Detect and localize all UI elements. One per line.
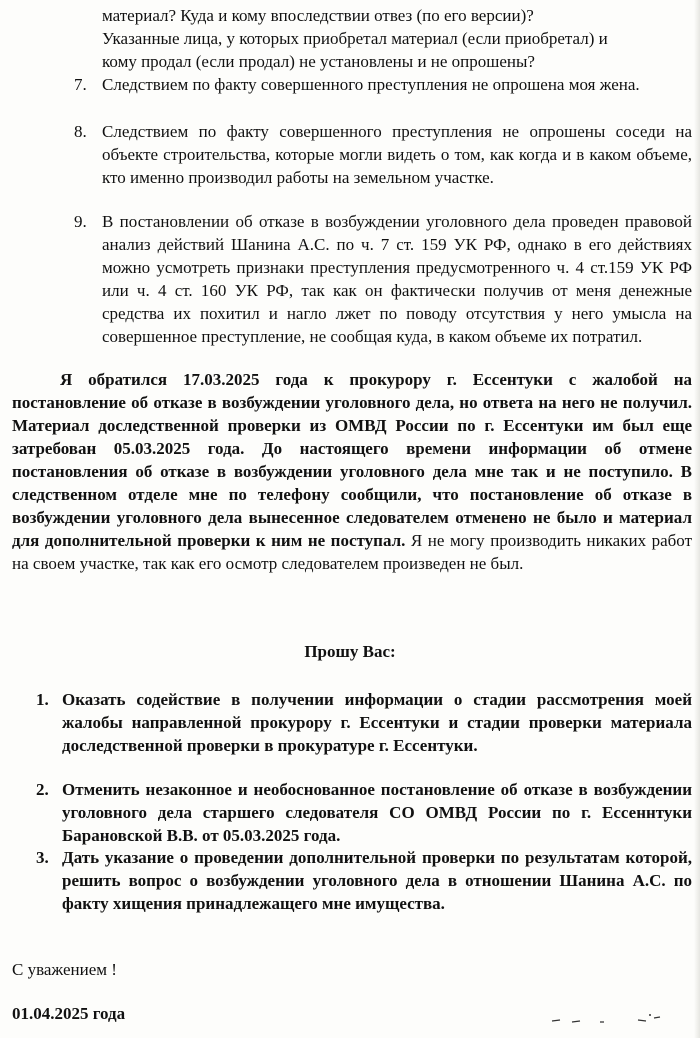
- item-number: 9.: [74, 212, 87, 231]
- request-number: 3.: [36, 848, 49, 867]
- item-text: В постановлении об отказе в возбуждении уголовного дела проведен правовой анализ действий Шанина А.С. по ч. 7 ст. 159 УК РФ, однако в его действиях можно усмотреть признаки преступления предусмотренного ч. 4 ст.159 УК РФ или ч. 4 ст. 160 УК РФ, так как он фактически получив от меня денежные средства их похитил и нагло лжет по поводу отсутствия у него умысла на совершенное преступление, не сообщая куда, в каком объеме их потратил.: [102, 212, 692, 346]
- signature-mark: [550, 1012, 670, 1026]
- request-text: Дать указание о проведении дополнительной проверки по результатам которой, решить вопрос о возбуждении уголовного дела в отношении Шанина А.С. по факту хищения принадлежащего мне имущества.: [62, 848, 692, 913]
- continuation-line: кому продал (если продал) не установлены и не опрошены?: [102, 52, 535, 71]
- request-heading: Прошу Вас:: [304, 642, 396, 661]
- paragraph-bold-text: Я обратился 17.03.2025 года к прокурору г. Ессентуки с жалобой на постановление об отказе в возбуждении уголовного дела, но ответа на него не получил. Материал доследственной проверки из ОМВД России по г. Ессентуки им был еще затребован 05.03.2025 года. До настоящего времени информации об отмене постановления об отказе в возбуждении уголовного дела мне так и не поступило. В следственном отделе мне по телефону сообщили, что постановление об отказе в возбуждении уголовного дела вынесенное следователем отменено не было и материал для дополнительной проверки к ним не поступал.: [12, 370, 692, 550]
- item-text: Следствием по факту совершенного преступления не опрошены соседи на объекте строительства, которые могли видеть о том, как когда и в каком объеме, кто именно производил работы на земельном участке.: [102, 122, 692, 187]
- item-number: 7.: [74, 75, 87, 94]
- paragraph-normal-text: Я не могу производить никаких работ на своем участке, так как его осмотр следователем произведен не был.: [12, 531, 692, 573]
- item-number: 8.: [74, 122, 87, 141]
- request-number: 1.: [36, 690, 49, 709]
- closing-text: С уважением !: [12, 960, 117, 979]
- document-date: 01.04.2025 года: [12, 1004, 126, 1023]
- item-text: Следствием по факту совершенного преступления не опрошена моя жена.: [102, 75, 640, 94]
- body-paragraph: [12, 368, 692, 575]
- continuation-line: Указанные лица, у которых приобретал материал (если приобретал) и: [102, 29, 608, 48]
- scan-edge-shadow: [694, 0, 700, 1038]
- request-number: 2.: [36, 780, 49, 799]
- request-text: Оказать содействие в получении информации о стадии рассмотрения моей жалобы направленной прокурору г. Ессентуки и стадии проверки материала доследственной проверки в прокуратуре г. Ессентуки.: [62, 690, 692, 755]
- continuation-line: материал? Куда и кому впоследствии отвез (по его версии)?: [102, 6, 534, 25]
- request-text: Отменить незаконное и необоснованное постановление об отказе в возбуждении уголовного дела старшего следователя СО ОМВД России по г. Ессеннтуки Барановской В.В. от 05.03.2025 года.: [62, 780, 692, 845]
